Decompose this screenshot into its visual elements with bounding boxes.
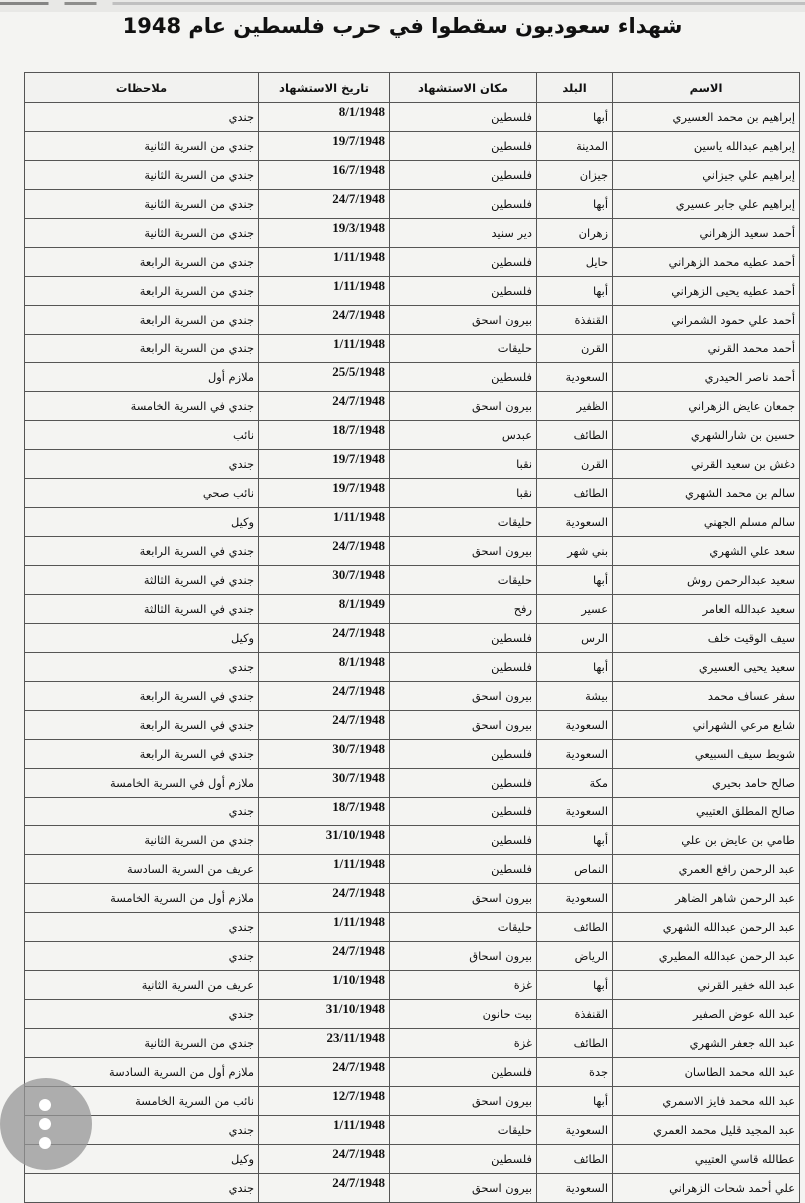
cell-notes: جندي في السرية الثالثة	[25, 594, 259, 623]
cell-place: غزة	[390, 1029, 537, 1058]
cell-date: 1/11/1948	[259, 334, 390, 363]
table-row	[25, 103, 800, 132]
cell-date: 31/10/1948	[259, 826, 390, 855]
cell-name: أحمد محمد القرني	[613, 334, 800, 363]
cell-name: عبد الرحمن رافع العمري	[613, 855, 800, 884]
cell-country: السعودية	[537, 508, 613, 537]
cell-notes: جندي في السرية الرابعة	[25, 681, 259, 710]
cell-date: 24/7/1948	[259, 1173, 390, 1202]
table-row	[25, 594, 800, 623]
cell-country: عسير	[537, 594, 613, 623]
cell-name: أحمد ناصر الحيدري	[613, 363, 800, 392]
cell-name: عبد الرحمن عبدالله المطيري	[613, 942, 800, 971]
cell-country: السعودية	[537, 1115, 613, 1144]
cell-date: 19/7/1948	[259, 479, 390, 508]
cell-name: علي أحمد شحات الزهراني	[613, 1173, 800, 1202]
cell-country: السعودية	[537, 363, 613, 392]
table-row	[25, 1000, 800, 1029]
table-row	[25, 131, 800, 160]
cell-place: فلسطين	[390, 363, 537, 392]
cell-country: أبها	[537, 971, 613, 1000]
table-row	[25, 305, 800, 334]
cell-name: دغش بن سعيد القرني	[613, 450, 800, 479]
cell-place: فلسطين	[390, 797, 537, 826]
cell-date: 8/1/1949	[259, 594, 390, 623]
cell-place: غزة	[390, 971, 537, 1000]
cell-country: السعودية	[537, 797, 613, 826]
cell-place: بيرون اسحق	[390, 1173, 537, 1202]
cell-place: حليقات	[390, 334, 537, 363]
cell-country: النماص	[537, 855, 613, 884]
cell-date: 19/3/1948	[259, 218, 390, 247]
cell-country: أبها	[537, 103, 613, 132]
cell-notes: جندي من السرية الرابعة	[25, 334, 259, 363]
table-row	[25, 160, 800, 189]
cell-name: سعيد يحيى العسيري	[613, 652, 800, 681]
table-row	[25, 710, 800, 739]
more-options-button[interactable]	[0, 1078, 92, 1170]
cell-name: أحمد عطيه يحيى الزهراني	[613, 276, 800, 305]
cell-notes: جندي من السرية الثانية	[25, 218, 259, 247]
cell-name: عبد المجيد قليل محمد العمري	[613, 1115, 800, 1144]
cell-name: عبد الله جعفر الشهري	[613, 1029, 800, 1058]
cell-country: جيزان	[537, 160, 613, 189]
cell-country: الطائف	[537, 421, 613, 450]
cell-date: 18/7/1948	[259, 421, 390, 450]
cell-country: بني شهر	[537, 537, 613, 566]
cell-name: طامي بن عايض بن علي	[613, 826, 800, 855]
cell-place: عبدس	[390, 421, 537, 450]
cell-country: الظفير	[537, 392, 613, 421]
table-row	[25, 450, 800, 479]
cell-notes: جندي	[25, 1000, 259, 1029]
cell-date: 24/7/1948	[259, 623, 390, 652]
cell-place: بيرون اسحق	[390, 1086, 537, 1115]
cell-place: فلسطين	[390, 247, 537, 276]
cell-country: القرن	[537, 450, 613, 479]
cell-notes: جندي من السرية الثانية	[25, 189, 259, 218]
cell-country: زهران	[537, 218, 613, 247]
martyrs-table	[24, 72, 800, 1203]
cell-date: 25/5/1948	[259, 363, 390, 392]
cell-date: 24/7/1948	[259, 942, 390, 971]
cell-notes: جندي	[25, 450, 259, 479]
cell-name: إبراهيم علي جابر عسيري	[613, 189, 800, 218]
cell-country: أبها	[537, 826, 613, 855]
cell-notes: وكيل	[25, 508, 259, 537]
cell-place: فلسطين	[390, 739, 537, 768]
cell-country: الطائف	[537, 913, 613, 942]
cell-date: 30/7/1948	[259, 566, 390, 595]
cell-date: 24/7/1948	[259, 884, 390, 913]
cell-country: جدة	[537, 1057, 613, 1086]
cell-place: فلسطين	[390, 1057, 537, 1086]
table-row	[25, 1144, 800, 1173]
table-row	[25, 913, 800, 942]
cell-name: أحمد سعيد الزهراني	[613, 218, 800, 247]
cell-notes: جندي من السرية الثانية	[25, 1029, 259, 1058]
cell-place: حليقات	[390, 508, 537, 537]
cell-place: حليقات	[390, 1115, 537, 1144]
more-dots-icon	[39, 1118, 51, 1130]
cell-country: الطائف	[537, 1029, 613, 1058]
cell-notes: جندي	[25, 1115, 259, 1144]
cell-notes: جندي	[25, 103, 259, 132]
cell-place: فلسطين	[390, 276, 537, 305]
page-title: شهداء سعوديون سقطوا في حرب فلسطين عام 1948	[122, 14, 683, 38]
cell-name: إبراهيم بن محمد العسيري	[613, 103, 800, 132]
cell-date: 1/11/1948	[259, 855, 390, 884]
cell-country: حايل	[537, 247, 613, 276]
cell-notes: جندي	[25, 797, 259, 826]
cell-notes: ملازم أول في السرية الخامسة	[25, 768, 259, 797]
table-row	[25, 826, 800, 855]
table-row	[25, 652, 800, 681]
cell-place: دير سنيد	[390, 218, 537, 247]
cell-date: 24/7/1948	[259, 305, 390, 334]
cell-country: الرياض	[537, 942, 613, 971]
cell-notes: جندي في السرية الرابعة	[25, 739, 259, 768]
cell-date: 1/11/1948	[259, 276, 390, 305]
cell-country: المدينة	[537, 131, 613, 160]
cell-date: 24/7/1948	[259, 189, 390, 218]
cell-notes: نائب من السرية الخامسة	[25, 1086, 259, 1115]
column-header-name: الاسم	[613, 73, 800, 103]
cell-notes: ملازم أول من السرية السادسة	[25, 1057, 259, 1086]
cell-name: عبد الله محمد فايز الاسمري	[613, 1086, 800, 1115]
table-header-row	[25, 73, 800, 103]
cell-date: 23/11/1948	[259, 1029, 390, 1058]
cell-date: 8/1/1948	[259, 103, 390, 132]
cell-place: حليقات	[390, 913, 537, 942]
table-row	[25, 1173, 800, 1202]
table-row	[25, 681, 800, 710]
cell-place: حليقات	[390, 566, 537, 595]
cell-name: سفر عساف محمد	[613, 681, 800, 710]
cell-country: القنفذة	[537, 305, 613, 334]
cell-date: 19/7/1948	[259, 450, 390, 479]
table-row	[25, 537, 800, 566]
cell-place: فلسطين	[390, 623, 537, 652]
table-row	[25, 1115, 800, 1144]
cell-place: بيرون اسحق	[390, 710, 537, 739]
cell-name: سيف الوقيت خلف	[613, 623, 800, 652]
table-body	[25, 103, 800, 1203]
cell-date: 24/7/1948	[259, 392, 390, 421]
cell-date: 8/1/1948	[259, 652, 390, 681]
table-row	[25, 218, 800, 247]
cell-place: نقبا	[390, 450, 537, 479]
cell-place: بيرون اسحق	[390, 305, 537, 334]
cell-name: إبراهيم عبدالله ياسين	[613, 131, 800, 160]
table-row	[25, 566, 800, 595]
column-header-country: البلد	[537, 73, 613, 103]
cell-name: سالم بن محمد الشهري	[613, 479, 800, 508]
cell-place: فلسطين	[390, 131, 537, 160]
cell-place: بيرون اسحق	[390, 392, 537, 421]
cell-notes: ملازم أول	[25, 363, 259, 392]
cell-country: أبها	[537, 276, 613, 305]
cell-place: نقبا	[390, 479, 537, 508]
cell-name: شايع مرعي الشهراني	[613, 710, 800, 739]
cell-date: 24/7/1948	[259, 710, 390, 739]
cell-place: فلسطين	[390, 855, 537, 884]
cell-notes: جندي في السرية الرابعة	[25, 537, 259, 566]
cell-country: السعودية	[537, 739, 613, 768]
table-row	[25, 392, 800, 421]
table-row	[25, 971, 800, 1000]
cell-country: أبها	[537, 1086, 613, 1115]
cell-place: بيرون اسحق	[390, 884, 537, 913]
cell-notes: جندي من السرية الرابعة	[25, 247, 259, 276]
cell-name: سعيد عبدالله العامر	[613, 594, 800, 623]
cell-place: بيت حانون	[390, 1000, 537, 1029]
cell-country: بيشة	[537, 681, 613, 710]
table-row	[25, 189, 800, 218]
cell-name: عبد الله محمد الطاسان	[613, 1057, 800, 1086]
cell-country: الطائف	[537, 479, 613, 508]
cell-notes: عريف من السرية الثانية	[25, 971, 259, 1000]
cell-name: سالم مسلم الجهني	[613, 508, 800, 537]
cell-country: أبها	[537, 566, 613, 595]
cell-notes: جندي في السرية الثالثة	[25, 566, 259, 595]
table-row	[25, 421, 800, 450]
cell-notes: جندي	[25, 652, 259, 681]
cell-name: سعد علي الشهري	[613, 537, 800, 566]
table-row	[25, 623, 800, 652]
cell-country: الطائف	[537, 1144, 613, 1173]
cell-place: فلسطين	[390, 103, 537, 132]
cell-place: فلسطين	[390, 826, 537, 855]
cell-notes: جندي من السرية الرابعة	[25, 276, 259, 305]
cell-country: مكة	[537, 768, 613, 797]
table-row	[25, 884, 800, 913]
cell-name: عبد الرحمن عبدالله الشهري	[613, 913, 800, 942]
cell-place: بيرون اسحق	[390, 537, 537, 566]
cell-notes: وكيل	[25, 623, 259, 652]
cell-notes: نائب	[25, 421, 259, 450]
cell-country: أبها	[537, 652, 613, 681]
cell-name: عبد الرحمن شاهر الضاهر	[613, 884, 800, 913]
more-dots-icon	[39, 1137, 51, 1149]
cell-place: فلسطين	[390, 160, 537, 189]
table-row	[25, 334, 800, 363]
cell-notes: جندي من السرية الثانية	[25, 160, 259, 189]
cell-name: عبد الله خفير القرني	[613, 971, 800, 1000]
table-row	[25, 276, 800, 305]
more-dots-icon	[39, 1099, 51, 1111]
cell-notes: وكيل	[25, 1144, 259, 1173]
cell-date: 24/7/1948	[259, 1144, 390, 1173]
cell-place: بيرون اسحق	[390, 681, 537, 710]
cell-place: فلسطين	[390, 1144, 537, 1173]
top-status-strip	[0, 0, 805, 12]
cell-date: 1/11/1948	[259, 247, 390, 276]
cell-date: 1/11/1948	[259, 508, 390, 537]
table-row	[25, 363, 800, 392]
cell-place: فلسطين	[390, 652, 537, 681]
cell-name: إبراهيم علي جيزاني	[613, 160, 800, 189]
cell-date: 18/7/1948	[259, 797, 390, 826]
column-header-place: مكان الاستشهاد	[390, 73, 537, 103]
cell-notes: جندي من السرية الثانية	[25, 826, 259, 855]
cell-notes: ملازم أول من السرية الخامسة	[25, 884, 259, 913]
table-row	[25, 1029, 800, 1058]
cell-date: 1/11/1948	[259, 913, 390, 942]
cell-date: 31/10/1948	[259, 1000, 390, 1029]
cell-name: صالح المطلق العتيبي	[613, 797, 800, 826]
cell-name: حسين بن شارالشهري	[613, 421, 800, 450]
cell-name: عبد الله عوض الصفير	[613, 1000, 800, 1029]
cell-country: أبها	[537, 189, 613, 218]
cell-notes: جندي	[25, 942, 259, 971]
cell-name: أحمد عطيه محمد الزهراني	[613, 247, 800, 276]
table-row	[25, 855, 800, 884]
table-row	[25, 479, 800, 508]
cell-notes: جندي في السرية الرابعة	[25, 710, 259, 739]
cell-notes: جندي في السرية الخامسة	[25, 392, 259, 421]
cell-place: رفح	[390, 594, 537, 623]
cell-place: فلسطين	[390, 189, 537, 218]
cell-notes: عريف من السرية السادسة	[25, 855, 259, 884]
table-row	[25, 1086, 800, 1115]
cell-country: القرن	[537, 334, 613, 363]
cell-name: شويط سيف السبيعي	[613, 739, 800, 768]
cell-date: 19/7/1948	[259, 131, 390, 160]
cell-date: 1/11/1948	[259, 1115, 390, 1144]
cell-name: سعيد عبدالرحمن روش	[613, 566, 800, 595]
cell-notes: جندي من السرية الثانية	[25, 131, 259, 160]
cell-date: 1/10/1948	[259, 971, 390, 1000]
cell-country: السعودية	[537, 884, 613, 913]
column-header-notes: ملاحظات	[25, 73, 259, 103]
cell-place: بيرون اسحاق	[390, 942, 537, 971]
column-header-date: تاريخ الاستشهاد	[259, 73, 390, 103]
cell-notes: جندي	[25, 913, 259, 942]
cell-notes: نائب صحي	[25, 479, 259, 508]
table-row	[25, 739, 800, 768]
cell-date: 24/7/1948	[259, 537, 390, 566]
cell-date: 30/7/1948	[259, 739, 390, 768]
cell-date: 30/7/1948	[259, 768, 390, 797]
cell-country: السعودية	[537, 710, 613, 739]
table-row	[25, 797, 800, 826]
cell-date: 24/7/1948	[259, 1057, 390, 1086]
cell-date: 16/7/1948	[259, 160, 390, 189]
cell-place: فلسطين	[390, 768, 537, 797]
cell-name: جمعان عايض الزهراني	[613, 392, 800, 421]
cell-name: صالح حامد بحيري	[613, 768, 800, 797]
table-row	[25, 247, 800, 276]
cell-name: عطالله قاسي العتيبي	[613, 1144, 800, 1173]
table-row	[25, 942, 800, 971]
cell-country: القنفذة	[537, 1000, 613, 1029]
cell-country: السعودية	[537, 1173, 613, 1202]
cell-name: أحمد علي حمود الشمراني	[613, 305, 800, 334]
cell-country: الرس	[537, 623, 613, 652]
cell-date: 12/7/1948	[259, 1086, 390, 1115]
table-row	[25, 768, 800, 797]
cell-notes: جندي من السرية الرابعة	[25, 305, 259, 334]
table-row	[25, 1057, 800, 1086]
table-row	[25, 508, 800, 537]
cell-notes: جندي	[25, 1173, 259, 1202]
cell-date: 24/7/1948	[259, 681, 390, 710]
